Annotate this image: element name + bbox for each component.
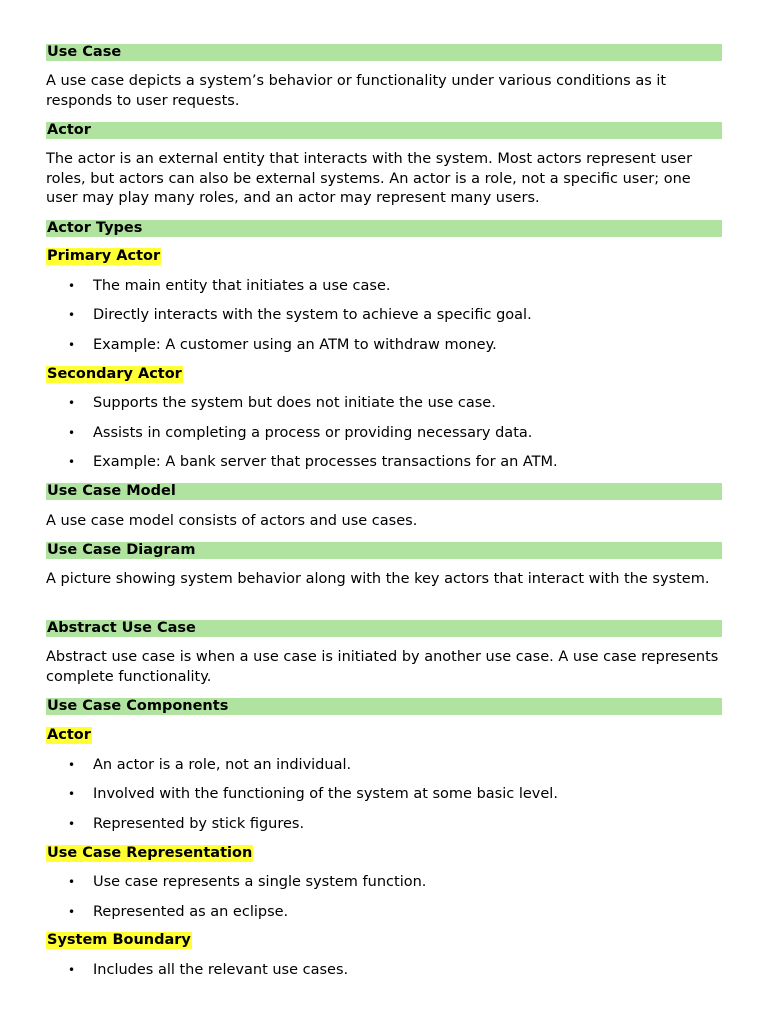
subheading-primary-actor bbox=[46, 248, 161, 265]
subheading-primary-actor-text: Primary Actor bbox=[47, 248, 161, 264]
list-item-text: Example: A customer using an ATM to withdraw money. bbox=[93, 337, 497, 353]
bullet-icon: • bbox=[68, 426, 76, 440]
list-item bbox=[68, 815, 304, 834]
paragraph-use-case: A use case depicts a system’s behavior or functionality under various conditions as it responds to user requests. bbox=[46, 73, 667, 109]
bullet-icon: • bbox=[68, 875, 76, 889]
list-item bbox=[68, 785, 558, 804]
list-item-text: Represented as an eclipse. bbox=[93, 904, 289, 920]
heading-use-case bbox=[46, 44, 722, 61]
heading-actor-text: Actor bbox=[47, 122, 91, 138]
list-item-text: Involved with the functioning of the system at some basic level. bbox=[93, 786, 558, 802]
list-item-text: The main entity that initiates a use case. bbox=[93, 278, 391, 294]
list-item bbox=[68, 961, 348, 980]
list-item-text: Supports the system but does not initiate the use case. bbox=[93, 395, 496, 411]
subheading-secondary-actor bbox=[46, 366, 183, 383]
bullet-icon: • bbox=[68, 279, 76, 293]
bullet-icon: • bbox=[68, 455, 76, 469]
list-item bbox=[68, 873, 426, 892]
subheading-component-actor bbox=[46, 727, 92, 744]
bullet-icon: • bbox=[68, 308, 76, 322]
heading-use-case-text: Use Case bbox=[47, 44, 122, 60]
heading-use-case-diagram-text: Use Case Diagram bbox=[47, 542, 196, 558]
subheading-component-actor-text: Actor bbox=[47, 727, 91, 743]
bullet-icon: • bbox=[68, 963, 76, 977]
subheading-system-boundary bbox=[46, 932, 192, 949]
heading-use-case-model-text: Use Case Model bbox=[47, 483, 176, 499]
heading-use-case-model bbox=[46, 483, 722, 500]
heading-actor bbox=[46, 122, 722, 139]
subheading-use-case-representation bbox=[46, 845, 253, 862]
list-item bbox=[68, 277, 391, 296]
list-item-text: An actor is a role, not an individual. bbox=[93, 757, 352, 773]
heading-abstract-use-case bbox=[46, 620, 722, 637]
heading-use-case-components-text: Use Case Components bbox=[47, 698, 229, 714]
bullet-icon: • bbox=[68, 396, 76, 410]
subheading-secondary-actor-text: Secondary Actor bbox=[47, 366, 182, 382]
heading-use-case-diagram bbox=[46, 542, 722, 559]
subheading-system-boundary-text: System Boundary bbox=[47, 932, 191, 948]
bullet-icon: • bbox=[68, 905, 76, 919]
list-item-text: Use case represents a single system function. bbox=[93, 874, 427, 890]
list-item-text: Includes all the relevant use cases. bbox=[93, 962, 349, 978]
heading-actor-types bbox=[46, 220, 722, 237]
bullet-icon: • bbox=[68, 758, 76, 772]
bullet-icon: • bbox=[68, 787, 76, 801]
paragraph-actor: The actor is an external entity that interacts with the system. Most actors represent user roles, but actors can also be external systems. An actor is a role, not a specific user; one user may play many roles, and an actor may represent many users. bbox=[46, 151, 693, 206]
list-item bbox=[68, 306, 532, 325]
paragraph-use-case-diagram: A picture showing system behavior along with the key actors that interact with the system. bbox=[46, 571, 710, 587]
heading-actor-types-text: Actor Types bbox=[47, 220, 143, 236]
list-item-text: Example: A bank server that processes transactions for an ATM. bbox=[93, 454, 558, 470]
list-item bbox=[68, 336, 497, 355]
subheading-use-case-representation-text: Use Case Representation bbox=[47, 845, 253, 861]
list-item-text: Represented by stick figures. bbox=[93, 816, 305, 832]
bullet-icon: • bbox=[68, 338, 76, 352]
list-item bbox=[68, 394, 496, 413]
paragraph-use-case-model: A use case model consists of actors and use cases. bbox=[46, 513, 418, 529]
heading-use-case-components bbox=[46, 698, 722, 715]
list-item-text: Directly interacts with the system to achieve a specific goal. bbox=[93, 307, 532, 323]
list-item bbox=[68, 903, 288, 922]
paragraph-abstract-use-case: Abstract use case is when a use case is initiated by another use case. A use case represents complete functionality. bbox=[46, 649, 719, 685]
list-item bbox=[68, 453, 558, 472]
list-item-text: Assists in completing a process or providing necessary data. bbox=[93, 425, 533, 441]
bullet-icon: • bbox=[68, 817, 76, 831]
list-item bbox=[68, 424, 532, 443]
list-item bbox=[68, 756, 351, 775]
heading-abstract-use-case-text: Abstract Use Case bbox=[47, 620, 196, 636]
